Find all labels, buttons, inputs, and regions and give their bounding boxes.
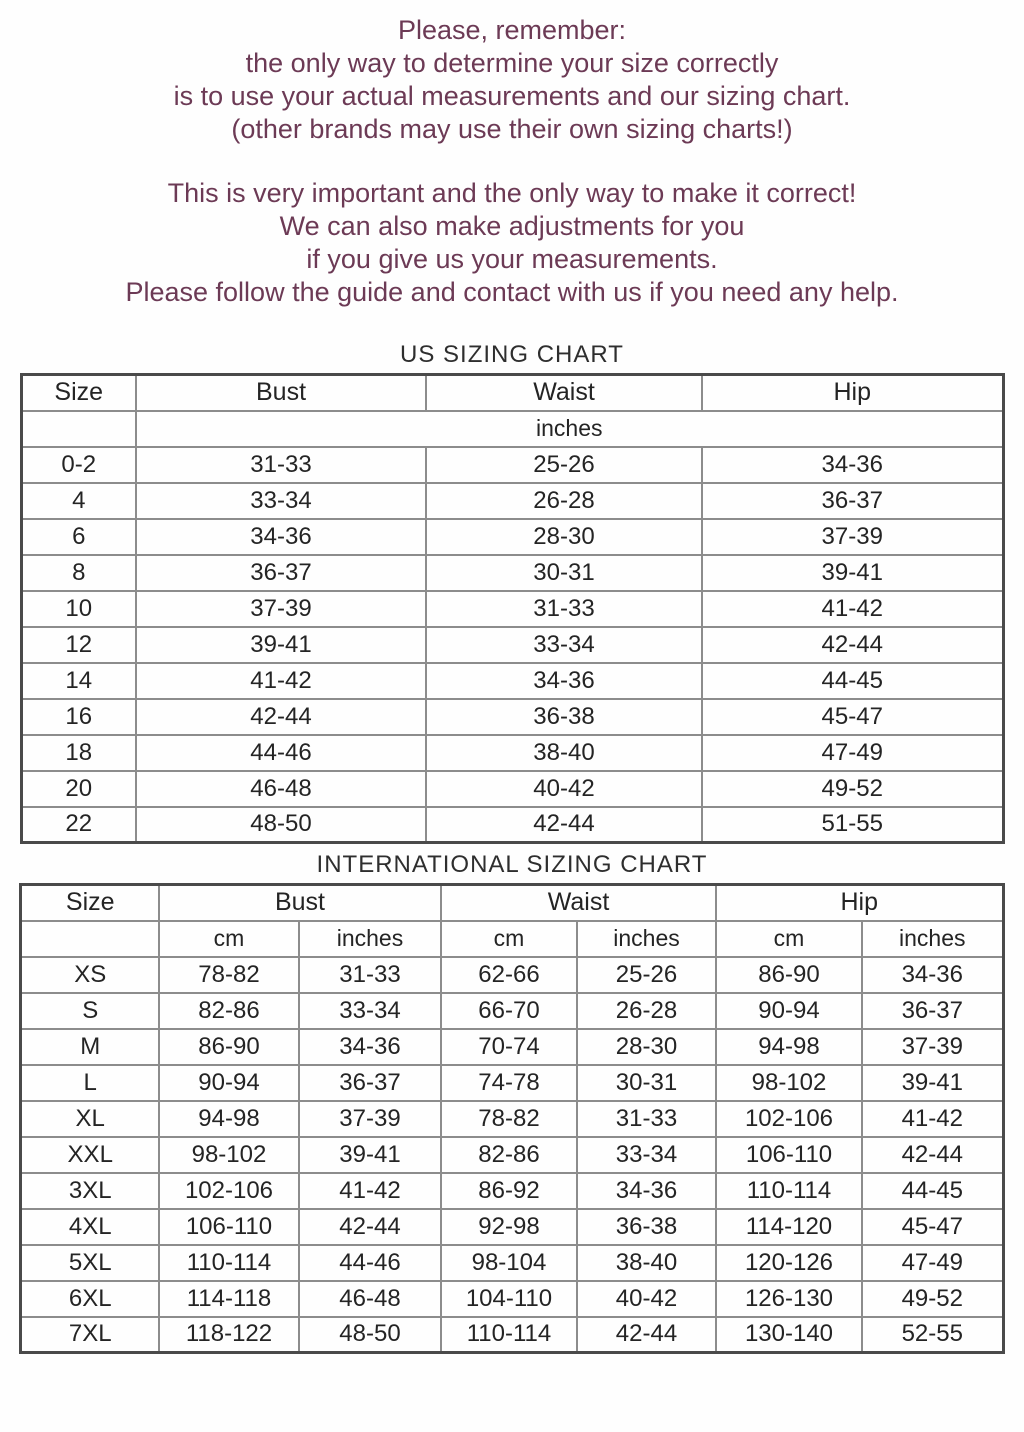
us-chart-title: US SIZING CHART (400, 341, 624, 368)
table-cell: 42-44 (577, 1317, 716, 1353)
table-cell: XXL (21, 1137, 159, 1173)
table-cell: 20 (21, 771, 136, 807)
table-cell: 42-44 (299, 1209, 441, 1245)
table-cell: 51-55 (702, 807, 1003, 843)
table-row (21, 1065, 1003, 1101)
intro-line: the only way to determine your size correctly (245, 48, 779, 78)
table-cell: 66-70 (441, 993, 577, 1029)
table-cell: 37-39 (702, 519, 1003, 555)
us-column-header-bust: Bust (136, 375, 426, 411)
table-row (21, 447, 1003, 483)
table-cell: 34-36 (426, 663, 702, 699)
intro-line: This is very important and the only way to make it correct! (167, 178, 857, 208)
us-table-body (21, 447, 1003, 843)
table-cell: 42-44 (862, 1137, 1003, 1173)
table-cell: 30-31 (577, 1065, 716, 1101)
table-cell: 92-98 (441, 1209, 577, 1245)
table-cell: 38-40 (426, 735, 702, 771)
intl-header-row (21, 885, 1003, 921)
table-cell: 31-33 (136, 447, 426, 483)
table-cell: 62-66 (441, 957, 577, 993)
intl-units-empty-cell (21, 921, 159, 957)
table-row (21, 1245, 1003, 1281)
table-cell: 30-31 (426, 555, 702, 591)
intro-line: Please follow the guide and contact with us if you need any help. (125, 277, 899, 307)
table-cell: 48-50 (136, 807, 426, 843)
table-cell: 36-38 (426, 699, 702, 735)
intro-line: Please, remember: (397, 15, 627, 45)
table-cell: 46-48 (299, 1281, 441, 1317)
intl-units-waist-inches: inches (577, 921, 716, 957)
table-row (21, 1317, 1003, 1353)
us-units-row (21, 411, 1003, 447)
us-header-row (21, 375, 1003, 411)
table-cell: 106-110 (159, 1209, 299, 1245)
table-cell: 98-102 (716, 1065, 862, 1101)
table-cell: 25-26 (426, 447, 702, 483)
intl-units-row (21, 921, 1003, 957)
table-cell: 4XL (21, 1209, 159, 1245)
table-row (21, 1281, 1003, 1317)
table-cell: 114-118 (159, 1281, 299, 1317)
table-cell: 36-37 (299, 1065, 441, 1101)
table-cell: 31-33 (577, 1101, 716, 1137)
table-cell: 34-36 (136, 519, 426, 555)
table-row (21, 957, 1003, 993)
table-cell: 47-49 (862, 1245, 1003, 1281)
table-row (21, 771, 1003, 807)
us-column-header-hip: Hip (702, 375, 1003, 411)
intl-units-hip-inches: inches (862, 921, 1003, 957)
table-cell: 37-39 (862, 1029, 1003, 1065)
table-cell: 41-42 (136, 663, 426, 699)
table-cell: 44-46 (136, 735, 426, 771)
table-cell: 37-39 (299, 1101, 441, 1137)
table-cell: 42-44 (426, 807, 702, 843)
table-cell: XS (21, 957, 159, 993)
table-cell: 114-120 (716, 1209, 862, 1245)
table-cell: 86-92 (441, 1173, 577, 1209)
table-cell: 110-114 (716, 1173, 862, 1209)
table-cell: 34-36 (577, 1173, 716, 1209)
table-cell: 98-104 (441, 1245, 577, 1281)
table-cell: 37-39 (136, 591, 426, 627)
table-cell: 86-90 (159, 1029, 299, 1065)
table-cell: 110-114 (441, 1317, 577, 1353)
table-cell: 110-114 (159, 1245, 299, 1281)
table-row (21, 663, 1003, 699)
table-cell: 44-46 (299, 1245, 441, 1281)
table-row (21, 1101, 1003, 1137)
table-cell: 104-110 (441, 1281, 577, 1317)
table-cell: 36-37 (862, 993, 1003, 1029)
table-row (21, 627, 1003, 663)
table-cell: 6XL (21, 1281, 159, 1317)
intl-units-hip-cm: cm (716, 921, 862, 957)
table-row (21, 1029, 1003, 1065)
intro-line: (other brands may use their own sizing charts!) (231, 114, 793, 144)
table-cell: 31-33 (426, 591, 702, 627)
table-cell: 33-34 (299, 993, 441, 1029)
table-cell: 94-98 (716, 1029, 862, 1065)
table-cell: 46-48 (136, 771, 426, 807)
table-cell: 26-28 (426, 483, 702, 519)
table-cell: 86-90 (716, 957, 862, 993)
table-cell: 94-98 (159, 1101, 299, 1137)
table-cell: 102-106 (159, 1173, 299, 1209)
intro-line: if you give us your measurements. (306, 244, 718, 274)
table-cell: 16 (21, 699, 136, 735)
intl-column-header-waist: Waist (441, 885, 716, 921)
table-cell: 44-45 (702, 663, 1003, 699)
table-cell: 45-47 (702, 699, 1003, 735)
table-row (21, 519, 1003, 555)
table-cell: 41-42 (702, 591, 1003, 627)
table-row (21, 807, 1003, 843)
table-cell: 6 (21, 519, 136, 555)
table-cell: 34-36 (299, 1029, 441, 1065)
table-cell: 8 (21, 555, 136, 591)
table-cell: 34-36 (862, 957, 1003, 993)
table-cell: 130-140 (716, 1317, 862, 1353)
table-cell: 90-94 (716, 993, 862, 1029)
table-cell: 10 (21, 591, 136, 627)
table-row (21, 1137, 1003, 1173)
intro-paragraph-2 (0, 177, 1024, 309)
table-cell: 22 (21, 807, 136, 843)
table-cell: 70-74 (441, 1029, 577, 1065)
table-cell: 74-78 (441, 1065, 577, 1101)
table-cell: 18 (21, 735, 136, 771)
table-cell: 40-42 (577, 1281, 716, 1317)
us-units-cell: inches (136, 411, 1003, 447)
international-sizing-table (19, 883, 1004, 1354)
table-cell: 78-82 (441, 1101, 577, 1137)
table-cell: 0-2 (21, 447, 136, 483)
table-cell: 44-45 (862, 1173, 1003, 1209)
intl-table-body (21, 957, 1003, 1353)
table-row (21, 993, 1003, 1029)
table-row (21, 1209, 1003, 1245)
table-row (21, 699, 1003, 735)
table-cell: 3XL (21, 1173, 159, 1209)
table-cell: 41-42 (862, 1101, 1003, 1137)
table-cell: 90-94 (159, 1065, 299, 1101)
table-cell: M (21, 1029, 159, 1065)
table-cell: 47-49 (702, 735, 1003, 771)
table-cell: 42-44 (702, 627, 1003, 663)
intl-units-bust-inches: inches (299, 921, 441, 957)
table-cell: 34-36 (702, 447, 1003, 483)
us-sizing-table (20, 373, 1005, 844)
table-cell: 36-38 (577, 1209, 716, 1245)
table-cell: 82-86 (159, 993, 299, 1029)
table-cell: 5XL (21, 1245, 159, 1281)
table-cell: 25-26 (577, 957, 716, 993)
table-cell: 120-126 (716, 1245, 862, 1281)
table-cell: 40-42 (426, 771, 702, 807)
table-cell: 28-30 (426, 519, 702, 555)
us-column-header-size: Size (21, 375, 136, 411)
table-cell: 36-37 (136, 555, 426, 591)
table-cell: 36-37 (702, 483, 1003, 519)
intro-line: We can also make adjustments for you (279, 211, 745, 241)
table-cell: 26-28 (577, 993, 716, 1029)
intl-column-header-bust: Bust (159, 885, 441, 921)
table-cell: 126-130 (716, 1281, 862, 1317)
table-cell: 78-82 (159, 957, 299, 993)
table-row (21, 555, 1003, 591)
table-cell: 49-52 (862, 1281, 1003, 1317)
intl-column-header-size: Size (21, 885, 159, 921)
table-cell: 106-110 (716, 1137, 862, 1173)
table-cell: 33-34 (136, 483, 426, 519)
table-cell: 48-50 (299, 1317, 441, 1353)
table-cell: 102-106 (716, 1101, 862, 1137)
table-cell: S (21, 993, 159, 1029)
intro-text (0, 0, 1024, 309)
table-cell: 52-55 (862, 1317, 1003, 1353)
intro-paragraph-1 (0, 14, 1024, 146)
table-cell: 41-42 (299, 1173, 441, 1209)
intl-column-header-hip: Hip (716, 885, 1003, 921)
intro-line: is to use your actual measurements and our sizing chart. (173, 81, 851, 111)
us-column-header-waist: Waist (426, 375, 702, 411)
table-cell: 33-34 (577, 1137, 716, 1173)
intl-units-bust-cm: cm (159, 921, 299, 957)
table-row (21, 735, 1003, 771)
table-row (21, 1173, 1003, 1209)
table-cell: 12 (21, 627, 136, 663)
intl-chart-title: INTERNATIONAL SIZING CHART (316, 851, 708, 878)
table-cell: 38-40 (577, 1245, 716, 1281)
table-row (21, 483, 1003, 519)
table-cell: 45-47 (862, 1209, 1003, 1245)
table-cell: 7XL (21, 1317, 159, 1353)
table-cell: 49-52 (702, 771, 1003, 807)
table-cell: 31-33 (299, 957, 441, 993)
table-row (21, 591, 1003, 627)
table-cell: 98-102 (159, 1137, 299, 1173)
table-cell: 39-41 (862, 1065, 1003, 1101)
us-units-empty-cell (21, 411, 136, 447)
table-cell: 33-34 (426, 627, 702, 663)
intl-units-waist-cm: cm (441, 921, 577, 957)
table-cell: 39-41 (702, 555, 1003, 591)
table-cell: 118-122 (159, 1317, 299, 1353)
table-cell: XL (21, 1101, 159, 1137)
table-cell: 4 (21, 483, 136, 519)
table-cell: L (21, 1065, 159, 1101)
table-cell: 28-30 (577, 1029, 716, 1065)
table-cell: 39-41 (299, 1137, 441, 1173)
table-cell: 39-41 (136, 627, 426, 663)
table-cell: 14 (21, 663, 136, 699)
table-cell: 82-86 (441, 1137, 577, 1173)
table-cell: 42-44 (136, 699, 426, 735)
